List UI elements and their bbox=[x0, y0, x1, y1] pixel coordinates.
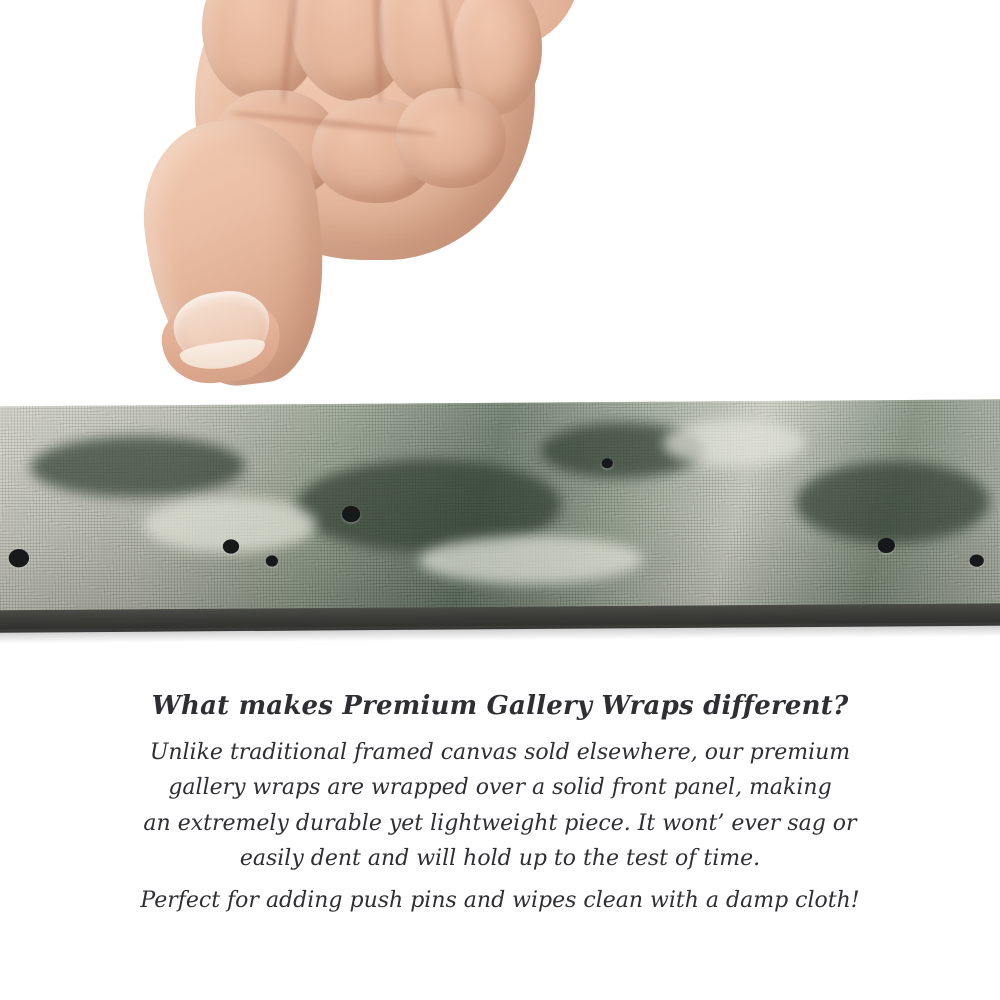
canvas-speck bbox=[9, 549, 30, 568]
canvas-speck bbox=[970, 555, 984, 567]
canvas-speck bbox=[223, 539, 239, 553]
hand-photo-region bbox=[0, 0, 1000, 410]
canvas-speck bbox=[342, 506, 360, 522]
caption-line: easily dent and will hold up to the test of time. bbox=[239, 846, 761, 872]
canvas-speck bbox=[878, 538, 895, 553]
canvas-texture-blot bbox=[663, 419, 806, 467]
caption-headline: What makes Premium Gallery Wraps different? bbox=[151, 691, 849, 721]
caption-line: gallery wraps are wrapped over a solid front panel, making bbox=[168, 775, 832, 801]
caption-final-line: Perfect for adding push pins and wipes clean with a damp cloth! bbox=[140, 888, 860, 913]
canvas-texture-blot bbox=[30, 435, 245, 498]
caption-line: an extremely durable yet lightweight piece. It wont’ ever sag or bbox=[143, 810, 857, 836]
canvas-speck bbox=[266, 555, 278, 566]
caption-line: Unlike traditional framed canvas sold elsewhere, our premium bbox=[149, 739, 851, 765]
hand-illustration bbox=[140, 0, 560, 410]
canvas-texture-blot bbox=[795, 461, 989, 544]
canvas-texture-blot bbox=[419, 534, 644, 585]
canvas-edge-strip bbox=[0, 399, 1000, 626]
caption-block bbox=[0, 690, 1000, 919]
finger-roll bbox=[396, 88, 506, 188]
canvas-speck bbox=[602, 458, 613, 468]
